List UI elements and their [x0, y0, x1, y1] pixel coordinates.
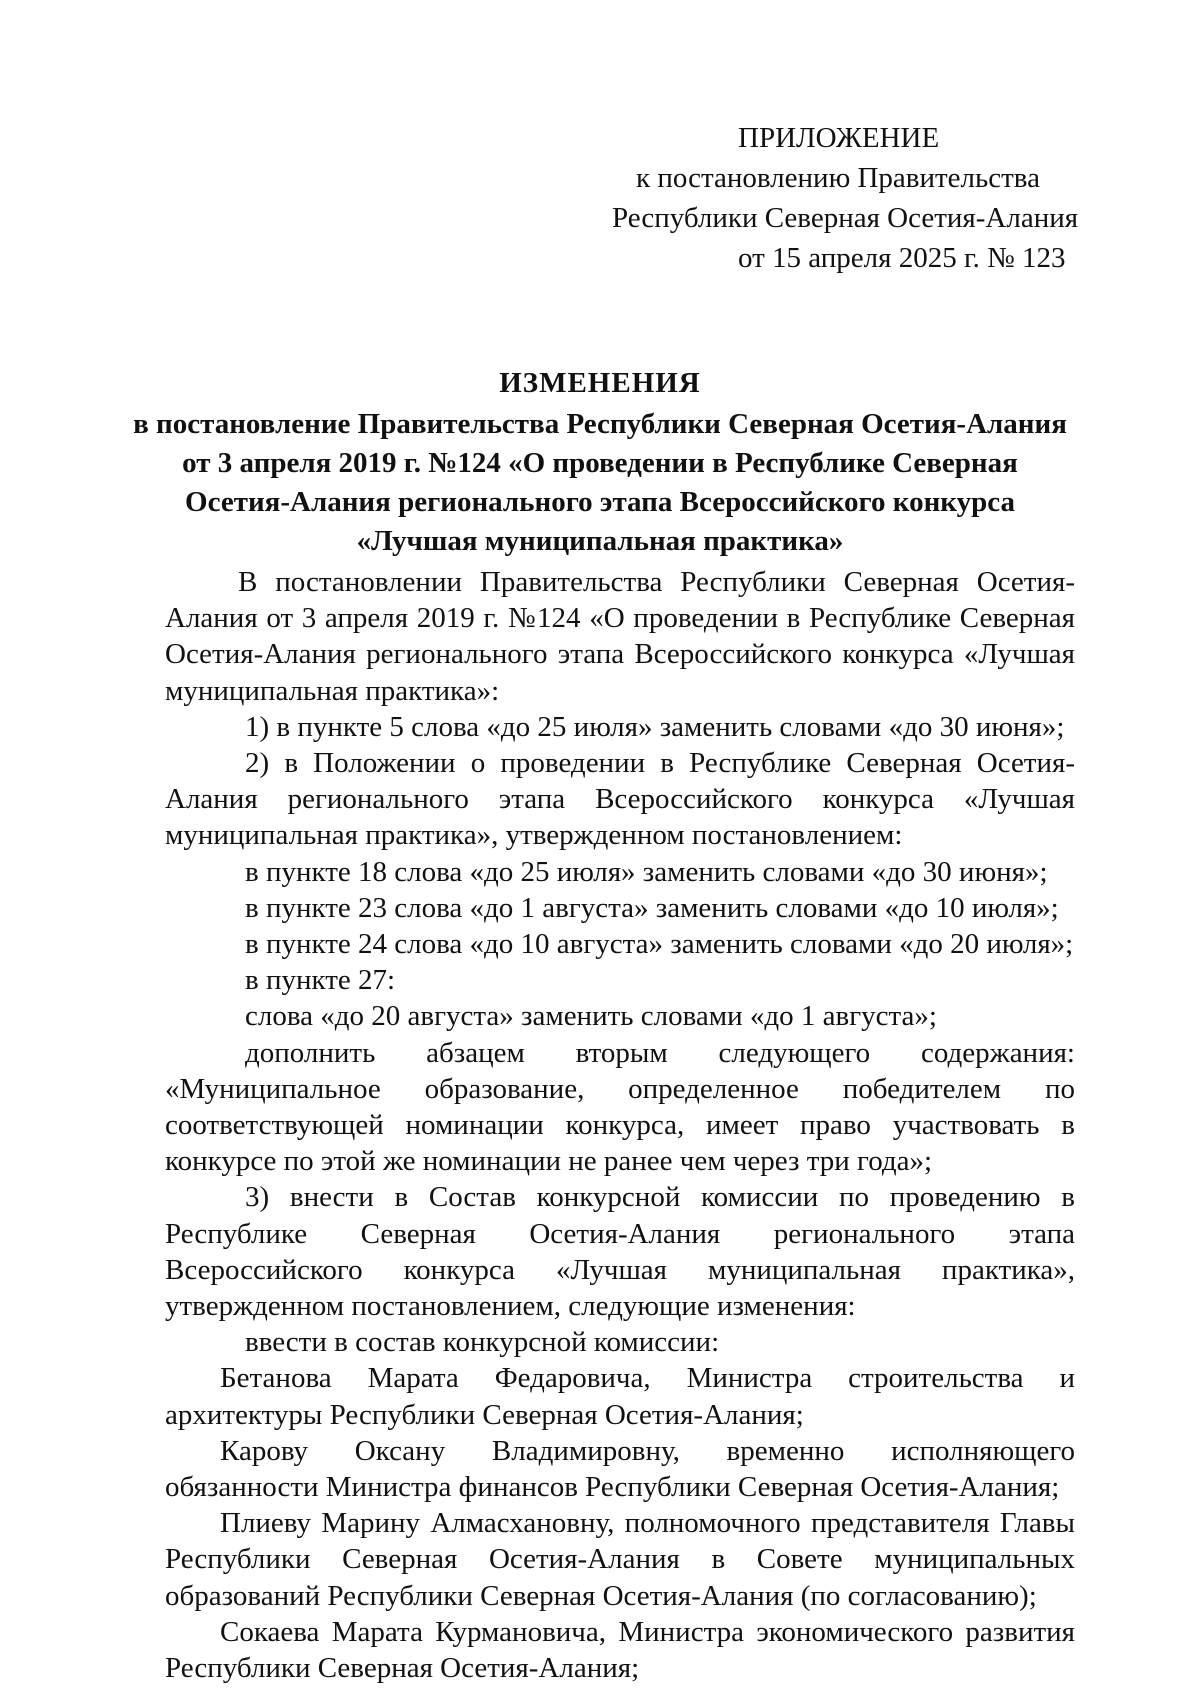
paragraph-member-4: Сокаева Марата Курмановича, Министра экономического развития Республики Северная Осетия-Алания;: [165, 1615, 1075, 1685]
paragraph-item-2f: дополнить абзацем вторым следующего содержания: «Муниципальное образование, определенное победителем по соответствующей номинации конкурса, имеет право участвовать в конкурсе по этой же номинации не ранее чем через три года»;: [165, 1036, 1075, 1178]
paragraph-member-2: Карову Оксану Владимировну, временно исполняющего обязанности Министра финансов Республики Северная Осетия-Алания;: [165, 1434, 1075, 1504]
appendix-line-2: к постановлению Правительства: [636, 162, 1040, 194]
paragraph-intro: В постановлении Правительства Республики Северная Осетия-Алания от 3 апреля 2019 г. №124 «О проведении в Республике Северная Осетия-Алания регионального этапа Всероссийского конкурса «Лучшая муниципальная практика»:: [165, 566, 1075, 707]
paragraph-item-1: 1) в пункте 5 слова «до 25 июля» заменить словами «до 30 июня»;: [245, 710, 1065, 743]
paragraph-member-1: Бетанова Марата Федаровича, Министра строительства и архитектуры Республики Северная Осетия-Алания;: [165, 1362, 1075, 1431]
paragraph-member-3: Плиеву Марину Алмасхановну, полномочного представителя Главы Республики Северная Осетия-Алания в Совете муниципальных образований Республики Северная Осетия-Алания (по согласованию);: [165, 1507, 1075, 1612]
appendix-line-4: от 15 апреля 2025 г. № 123: [738, 242, 1066, 274]
title-line-4: «Лучшая муниципальная практика»: [356, 525, 844, 557]
paragraph-item-3: 3) внести в Состав конкурсной комиссии по проведению в Республике Северная Осетия-Алания регионального этапа Всероссийского конкурса «Лучшая муниципальная практика», утвержденном постановлением, следующие изменения:: [165, 1181, 1075, 1323]
document-body: [165, 564, 1075, 1686]
appendix-title: ПРИЛОЖЕНИЕ: [738, 122, 940, 154]
appendix-header: [600, 118, 1079, 278]
paragraph-item-2a: в пункте 18 слова «до 25 июля» заменить словами «до 30 июня»;: [245, 855, 1048, 888]
paragraph-item-3a: ввести в состав конкурсной комиссии:: [245, 1326, 720, 1359]
appendix-line-3: Республики Северная Осетия-Алания: [612, 202, 1079, 234]
title-heading: ИЗМЕНЕНИЯ: [499, 367, 701, 399]
document-title: [130, 364, 1070, 561]
title-line-1: в постановление Правительства Республики Северная Осетия-Алания: [133, 408, 1067, 440]
paragraph-item-2: 2) в Положении о проведении в Республике Северная Осетия-Алания регионального этапа Всероссийского конкурса «Лучшая муниципальная практика», утвержденном постановлением:: [165, 747, 1075, 852]
paragraph-item-2d: в пункте 27:: [245, 964, 396, 997]
title-line-3: Осетия-Алания регионального этапа Всероссийского конкурса: [185, 486, 1015, 518]
paragraph-item-2c: в пункте 24 слова «до 10 августа» заменить словами «до 20 июля»;: [245, 928, 1074, 961]
paragraph-item-2b: в пункте 23 слова «до 1 августа» заменить словами «до 10 июля»;: [245, 891, 1059, 924]
paragraph-item-2e: слова «до 20 августа» заменить словами «до 1 августа»;: [245, 1000, 937, 1033]
title-line-2: от 3 апреля 2019 г. №124 «О проведении в Республике Северная: [182, 447, 1018, 479]
